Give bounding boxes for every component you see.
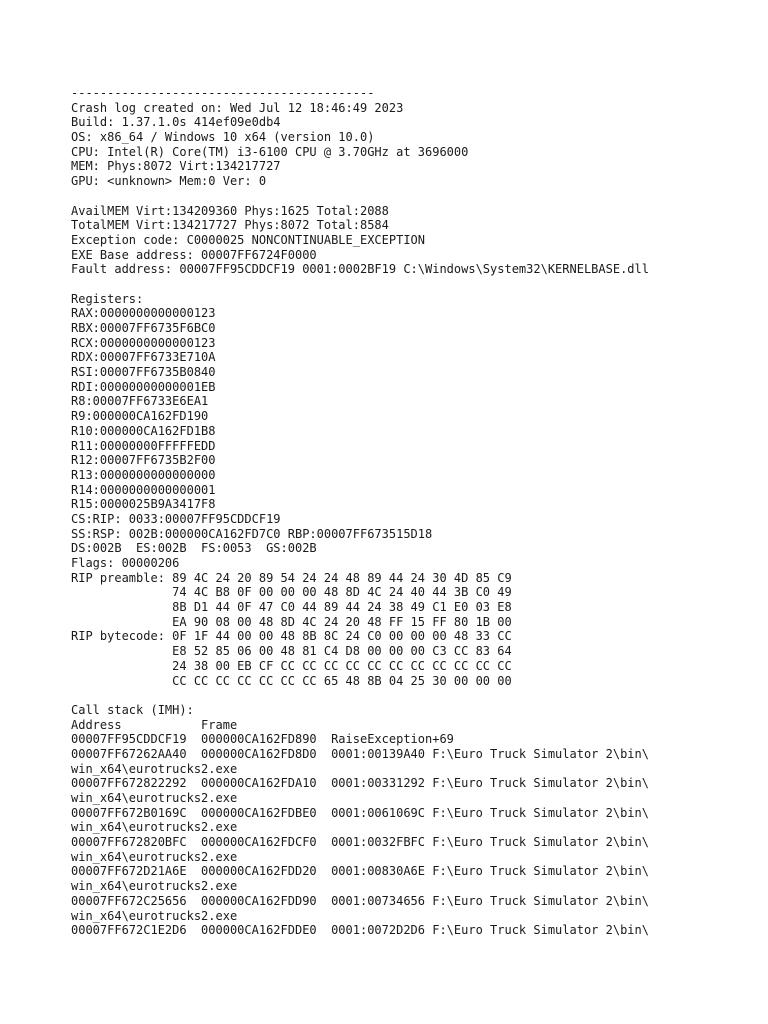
- log-line: R10:000000CA162FD1B8: [71, 423, 216, 438]
- log-line: Exception code: C0000025 NONCONTINUABLE_EXCEPTION: [71, 232, 426, 247]
- log-line: 24 38 00 EB CF CC CC CC CC CC CC CC CC CC CC CC: [71, 658, 512, 673]
- log-line: Crash log created on: Wed Jul 12 18:46:49 2023: [71, 100, 404, 115]
- log-line: 00007FF672C25656 000000CA162FDD90 0001:00734656 F:\Euro Truck Simulator 2\bin\: [71, 893, 649, 908]
- log-line: CC CC CC CC CC CC CC 65 48 8B 04 25 30 00 00 00: [71, 673, 512, 688]
- log-line: 00007FF672822292 000000CA162FDA10 0001:00331292 F:\Euro Truck Simulator 2\bin\: [71, 776, 649, 791]
- log-line: win_x64\eurotrucks2.exe: [71, 908, 238, 923]
- log-line: RDX:00007FF6733E710A: [71, 350, 216, 365]
- log-line: ------------------------------------------: [71, 86, 375, 100]
- log-line: Registers:: [71, 291, 144, 306]
- log-line: R9:000000CA162FD190: [71, 409, 209, 424]
- log-line: AvailMEM Virt:134209360 Phys:1625 Total:2088: [71, 203, 389, 218]
- log-line: RAX:0000000000000123: [71, 306, 216, 321]
- log-line: 74 4C B8 0F 00 00 00 48 8D 4C 24 40 44 3B C0 49: [71, 585, 512, 600]
- log-line: DS:002B ES:002B FS:0053 GS:002B: [71, 541, 317, 556]
- log-line: 00007FF672B0169C 000000CA162FDBE0 0001:0061069C F:\Euro Truck Simulator 2\bin\: [71, 805, 649, 820]
- log-line: 00007FF672D21A6E 000000CA162FDD20 0001:00830A6E F:\Euro Truck Simulator 2\bin\: [71, 864, 649, 879]
- log-line: win_x64\eurotrucks2.exe: [71, 791, 238, 805]
- log-line: win_x64\eurotrucks2.exe: [71, 879, 238, 894]
- log-line: Build: 1.37.1.0s 414ef09e0db4: [71, 115, 281, 130]
- log-line: 00007FF672C1E2D6 000000CA162FDDE0 0001:0072D2D6 F:\Euro Truck Simulator 2\bin\: [71, 923, 649, 938]
- blank-line: [71, 189, 761, 204]
- log-line: RSI:00007FF6735B0840: [71, 365, 216, 380]
- log-line: CPU: Intel(R) Core(TM) i3-6100 CPU @ 3.70GHz at 3696000: [71, 144, 469, 159]
- log-line: Address Frame: [71, 717, 238, 732]
- log-line: win_x64\eurotrucks2.exe: [71, 849, 238, 864]
- log-line: 00007FF95CDDCF19 000000CA162FD890 RaiseException+69: [71, 732, 454, 747]
- log-line: R15:0000025B9A3417F8: [71, 497, 216, 512]
- log-line: Fault address: 00007FF95CDDCF19 0001:0002BF19 C:\Windows\System32\KERNELBASE.dll: [71, 262, 649, 277]
- log-line: 8B D1 44 0F 47 C0 44 89 44 24 38 49 C1 E0 03 E8: [71, 600, 512, 615]
- log-line: CS:RIP: 0033:00007FF95CDDCF19: [71, 511, 281, 526]
- crash-log-document: [71, 86, 761, 938]
- log-line: RIP bytecode: 0F 1F 44 00 00 48 8B 8C 24 C0 00 00 00 48 33 CC: [71, 629, 512, 644]
- log-line: OS: x86_64 / Windows 10 x64 (version 10.0): [71, 130, 375, 145]
- log-line: 00007FF672820BFC 000000CA162FDCF0 0001:0032FBFC F:\Euro Truck Simulator 2\bin\: [71, 835, 649, 850]
- log-line: RIP preamble: 89 4C 24 20 89 54 24 24 48 89 44 24 30 4D 85 C9: [71, 570, 512, 585]
- blank-line: [71, 277, 761, 292]
- log-line: RBX:00007FF6735F6BC0: [71, 321, 216, 335]
- log-line: R13:0000000000000000: [71, 467, 216, 482]
- log-line: R11:00000000FFFFFEDD: [71, 438, 216, 453]
- log-line: GPU: <unknown> Mem:0 Ver: 0: [71, 174, 267, 189]
- log-line: MEM: Phys:8072 Virt:134217727: [71, 159, 281, 174]
- log-line: SS:RSP: 002B:000000CA162FD7C0 RBP:00007FF673515D18: [71, 526, 433, 541]
- blank-line: [71, 688, 761, 703]
- log-line: RCX:0000000000000123: [71, 335, 216, 350]
- log-line: E8 52 85 06 00 48 81 C4 D8 00 00 00 C3 CC 83 64: [71, 644, 512, 659]
- log-line: win_x64\eurotrucks2.exe: [71, 761, 238, 776]
- log-line: Call stack (IMH):: [71, 702, 194, 717]
- log-line: win_x64\eurotrucks2.exe: [71, 820, 238, 835]
- log-line: TotalMEM Virt:134217727 Phys:8072 Total:8584: [71, 218, 389, 233]
- log-line: R12:00007FF6735B2F00: [71, 453, 216, 468]
- log-line: EA 90 08 00 48 8D 4C 24 20 48 FF 15 FF 80 1B 00: [71, 614, 512, 629]
- log-line: EXE Base address: 00007FF6724F0000: [71, 247, 317, 262]
- log-line: 00007FF67262AA40 000000CA162FD8D0 0001:00139A40 F:\Euro Truck Simulator 2\bin\: [71, 746, 649, 761]
- log-line: R14:0000000000000001: [71, 482, 216, 497]
- log-line: RDI:00000000000001EB: [71, 379, 216, 394]
- log-line: R8:00007FF6733E6EA1: [71, 394, 209, 409]
- log-line: Flags: 00000206: [71, 556, 180, 570]
